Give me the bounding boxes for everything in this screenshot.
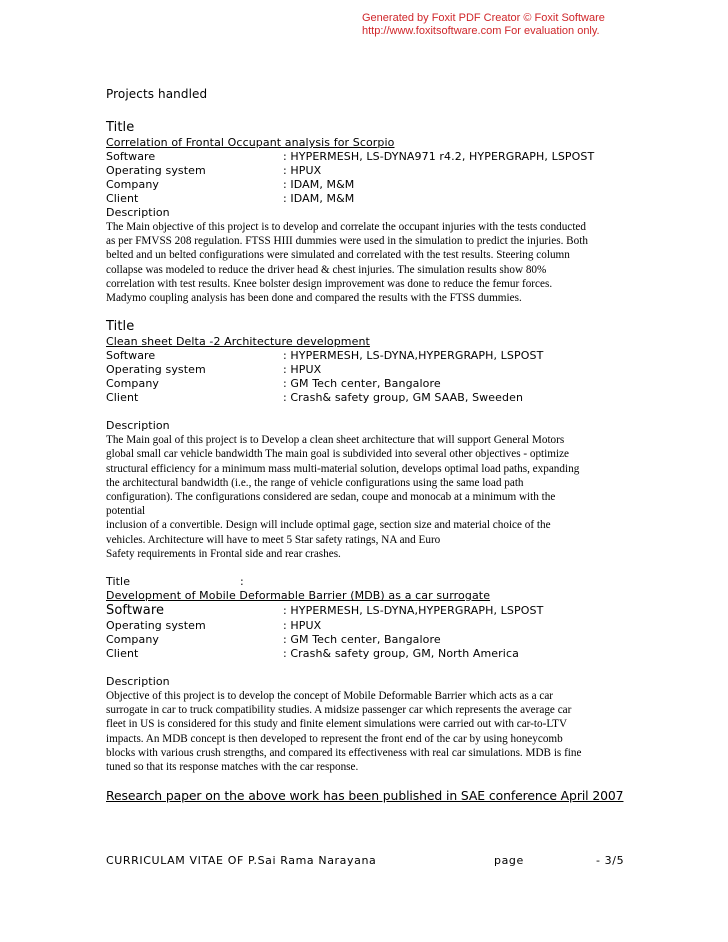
field-value: : HYPERMESH, LS-DYNA,HYPERGRAPH, LSPOST [283, 604, 544, 618]
footer-page-label: page [494, 854, 524, 867]
description-line: the architectural bandwidth (i.e., the range of vehicle configurations using the same load path [106, 476, 524, 489]
project-1-client-row [106, 192, 626, 206]
project-3-title: Development of Mobile Deformable Barrier (MDB) as a car surrogate [106, 589, 491, 603]
project-3-description [106, 689, 626, 774]
project-1-software-row [106, 150, 626, 164]
field-value: : HYPERMESH, LS-DYNA971 r4.2, HYPERGRAPH, LSPOST [283, 150, 595, 163]
field-key: Company [106, 633, 160, 647]
description-line: The Main objective of this project is to develop and correlate the occupant injuries with the tests conducted [106, 221, 586, 233]
field-value: : IDAM, M&M [283, 192, 355, 205]
description-line: fleet in US is considered for this study and finite element simulations were carried out with car-to-LTV [106, 718, 568, 731]
field-key: Operating system [106, 619, 206, 633]
description-line: potential [106, 505, 146, 518]
description-line: collapse was modeled to reduce the driver head & chest injuries. The simulation results show 80% [106, 263, 547, 276]
project-2-description [106, 433, 626, 561]
watermark-line-1: Generated by Foxit PDF Creator © Foxit Software [362, 12, 605, 24]
field-key: Software [106, 150, 156, 163]
project-1-company-row [106, 178, 626, 192]
description-line: surrogate in car to truck compatibility studies. A midsize passenger car which represents the average car [106, 704, 572, 717]
field-key: Operating system [106, 363, 206, 377]
project-3-title-colon: : [240, 575, 244, 589]
description-line: global small car vehicle bandwidth The main goal is subdivided into several other objectives - optimize [106, 448, 570, 461]
field-value: : GM Tech center, Bangalore [283, 377, 441, 391]
description-line: belted and un belted configurations were simulated and correlated with the test results. Steering column [106, 249, 570, 262]
description-line: tuned so that its response matches with the car response. [106, 761, 359, 774]
description-line: configuration). The configurations considered are sedan, coupe and monocab at a minimum with the [106, 491, 556, 504]
project-1-os-row [106, 164, 626, 178]
project-2-description-label: Description [106, 419, 170, 433]
field-key: Client [106, 192, 139, 205]
project-1 [106, 120, 626, 305]
project-2-client-row [106, 391, 626, 405]
field-value: : Crash& safety group, GM, North America [283, 647, 519, 661]
section-heading: Projects handled [106, 87, 208, 101]
foxit-watermark [362, 12, 722, 38]
project-3 [106, 575, 626, 774]
description-line: inclusion of a convertible. Design will include optimal gage, section size and material choice of the [106, 519, 551, 532]
field-key: Software [106, 603, 165, 619]
watermark-line-2: http://www.foxitsoftware.com For evaluation only. [362, 25, 600, 37]
description-line: blocks with various crush strengths, and compared its effectiveness with real car simulations. MDB is fine [106, 746, 582, 759]
document-body [106, 86, 626, 804]
footer-page-number: - 3/5 [596, 854, 625, 867]
project-2-software-row [106, 349, 626, 363]
description-line: impacts. An MDB concept is then developed to represent the front end of the car by using honeycomb [106, 732, 563, 745]
description-line: as per FMVSS 208 regulation. FTSS HIII dummies were used in the simulation to predict the injuries. Both [106, 235, 588, 248]
project-2-title: Clean sheet Delta -2 Architecture development [106, 335, 370, 349]
field-value: : IDAM, M&M [283, 178, 355, 191]
description-line: Objective of this project is to develop the concept of Mobile Deformable Barrier which acts as a car [106, 690, 554, 703]
field-key: Client [106, 647, 139, 661]
field-value: : HPUX [283, 363, 322, 377]
field-key: Software [106, 349, 156, 363]
research-note: Research paper on the above work has been published in SAE conference April 2007 [106, 788, 624, 804]
project-1-description-label: Description [106, 206, 170, 219]
project-2-title-label: Title [106, 319, 135, 335]
project-3-os-row [106, 619, 626, 633]
field-key: Company [106, 377, 160, 391]
project-2-os-row [106, 363, 626, 377]
project-3-title-label-row [106, 575, 626, 589]
field-key: Company [106, 178, 160, 191]
project-3-company-row [106, 633, 626, 647]
project-3-software-row [106, 603, 626, 619]
field-value: : Crash& safety group, GM SAAB, Sweeden [283, 391, 524, 405]
field-value: : GM Tech center, Bangalore [283, 633, 441, 647]
project-1-description [106, 220, 626, 305]
description-line: correlation with test results. Knee bolster design improvement was done to reduce the femur forces. [106, 277, 553, 290]
field-key: Client [106, 391, 139, 405]
project-3-title-label: Title [106, 575, 131, 589]
description-line: Safety requirements in Frontal side and rear crashes. [106, 547, 341, 560]
project-2-company-row [106, 377, 626, 391]
footer-cv-title: CURRICULAM VITAE OF P.Sai Rama Narayana [106, 854, 377, 867]
description-line: vehicles. Architecture will have to meet 5 Star safety ratings, NA and Euro [106, 533, 441, 546]
field-value: : HYPERMESH, LS-DYNA,HYPERGRAPH, LSPOST [283, 349, 544, 363]
project-2 [106, 319, 626, 561]
description-line: The Main goal of this project is to Develop a clean sheet architecture that will support General Motors [106, 434, 565, 447]
description-line: structural efficiency for a minimum mass multi-material solution, develops optimal load paths, expanding [106, 462, 580, 475]
field-key: Operating system [106, 164, 206, 177]
field-value: : HPUX [283, 619, 322, 633]
description-line: Madymo coupling analysis has been done and compared the results with the FTSS dummies. [106, 292, 522, 305]
project-1-title-label: Title [106, 120, 135, 135]
field-value: : HPUX [283, 164, 322, 177]
project-3-client-row [106, 647, 626, 661]
project-3-description-label: Description [106, 675, 170, 689]
project-1-title: Correlation of Frontal Occupant analysis for Scorpio [106, 136, 395, 149]
